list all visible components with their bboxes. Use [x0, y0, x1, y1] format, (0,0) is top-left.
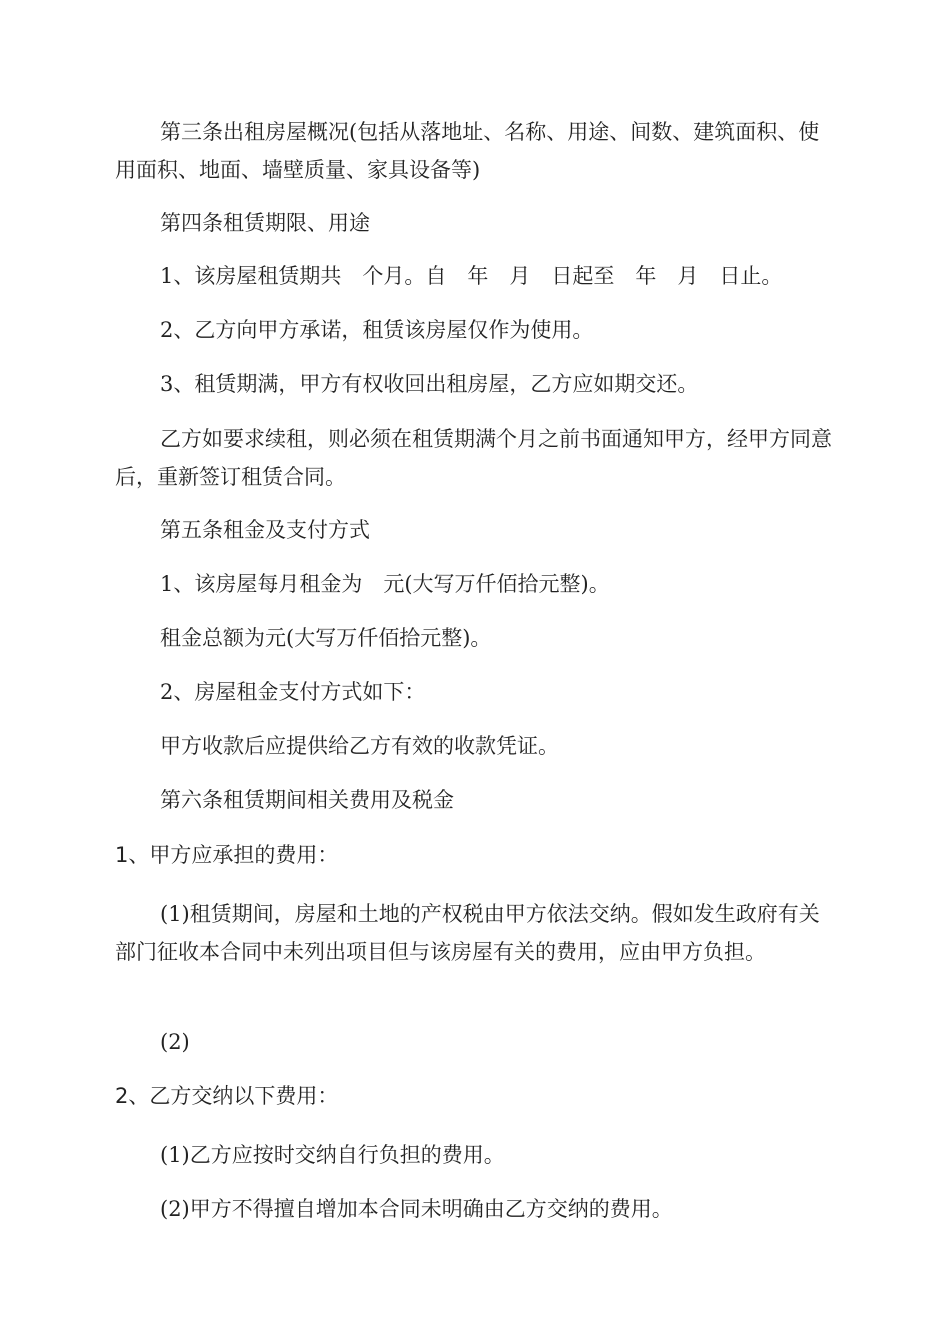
article-5-item-1: 1、该房屋每月租金为 元(大写万仟佰拾元整)。 — [160, 572, 610, 596]
receipt-paragraph: 甲方收款后应提供给乙方有效的收款凭证。 — [160, 734, 559, 758]
article-6-heading: 第六条租赁期间相关费用及税金 — [160, 788, 454, 812]
article-6-item-1: 1、甲方应承担的费用： — [115, 843, 339, 867]
article-3-paragraph: 第三条出租房屋概况(包括从落地址、名称、用途、间数、建筑面积、使用面积、地面、墙壁质量、家具设备等) — [115, 120, 820, 182]
article-6-item-1-sub-1: (1)租赁期间，房屋和土地的产权税由甲方依法交纳。假如发生政府有关部门征收本合同中未列出项目但与该房屋有关的费用，应由甲方负担。 — [115, 902, 820, 964]
article-4-item-3: 3、租赁期满，甲方有权收回出租房屋，乙方应如期交还。 — [160, 372, 699, 396]
article-4-item-1: 1、该房屋租赁期共 个月。自 年 月 日起至 年 月 日止。 — [160, 264, 783, 288]
article-6-item-2-sub-2: (2)甲方不得擅自增加本合同未明确由乙方交纳的费用。 — [160, 1197, 673, 1221]
article-5-heading: 第五条租金及支付方式 — [160, 518, 370, 542]
article-4-heading: 第四条租赁期限、用途 — [160, 211, 370, 235]
article-5-item-2: 2、房屋租金支付方式如下： — [160, 680, 426, 704]
article-6-item-2: 2、乙方交纳以下费用： — [115, 1084, 339, 1108]
article-6-item-1-sub-2: (2) — [160, 1030, 190, 1054]
article-6-item-2-sub-1: (1)乙方应按时交纳自行负担的费用。 — [160, 1143, 505, 1167]
renewal-paragraph: 乙方如要求续租，则必须在租赁期满个月之前书面通知甲方，经甲方同意后，重新签订租赁合同。 — [115, 427, 832, 489]
rent-total-paragraph: 租金总额为元(大写万仟佰拾元整)。 — [160, 626, 492, 650]
article-4-item-2: 2、乙方向甲方承诺，租赁该房屋仅作为使用。 — [160, 318, 594, 342]
